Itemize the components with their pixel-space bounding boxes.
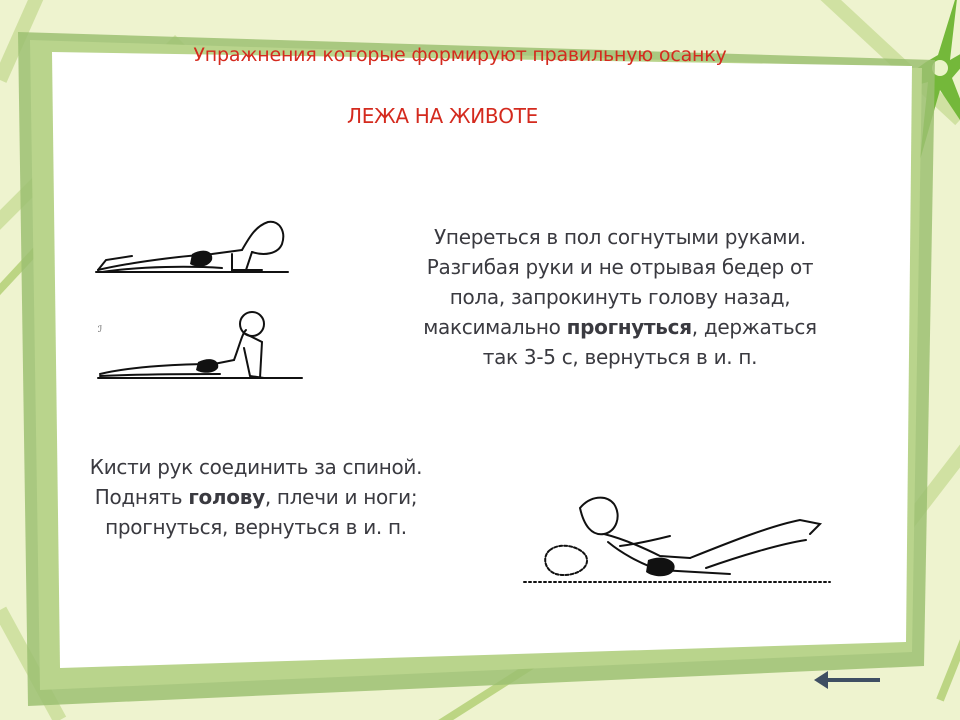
exercise-1-line-4-end: , держаться bbox=[691, 315, 817, 339]
exercise-1-line-2: Разгибая руки и не отрывая бедер от bbox=[426, 255, 814, 279]
back-button[interactable] bbox=[812, 666, 884, 694]
exercise-2-line-2-end: , плечи и ноги; bbox=[264, 485, 418, 509]
exercise-1-description bbox=[404, 222, 836, 372]
exercise-1-line-5: так 3-5 с, вернуться в и. п. bbox=[482, 345, 758, 369]
exercise-1-line-4-start: максимально bbox=[423, 315, 567, 339]
exercise-2-line-2-start: Поднять bbox=[94, 485, 189, 509]
exercise-2-emphasis: голову bbox=[188, 485, 265, 509]
exercise-2-line-3: прогнуться, вернуться в и. п. bbox=[105, 515, 407, 539]
exercise-figure-2 bbox=[94, 308, 306, 384]
exercise-1-line-3: пола, запрокинуть голову назад, bbox=[449, 285, 791, 309]
slide-subtitle: ЛЕЖА НА ЖИВОТЕ bbox=[347, 104, 538, 128]
exercise-2-line-1: Кисти рук соединить за спиной. bbox=[89, 455, 423, 479]
exercise-1-emphasis: прогнуться bbox=[566, 315, 692, 339]
exercise-figure-3 bbox=[520, 490, 838, 594]
exercise-1-line-1: Упереться в пол согнутыми руками. bbox=[434, 225, 806, 249]
exercise-1-line-4 bbox=[404, 312, 836, 342]
exercise-2-line-2 bbox=[52, 482, 460, 512]
exercise-figure-1 bbox=[92, 208, 298, 278]
left-arrow-icon bbox=[812, 666, 884, 694]
svg-text:ℐ: ℐ bbox=[98, 325, 103, 335]
slide-title: Упражнения которые формируют правильную осанку bbox=[193, 44, 727, 66]
exercise-2-description bbox=[52, 452, 460, 542]
